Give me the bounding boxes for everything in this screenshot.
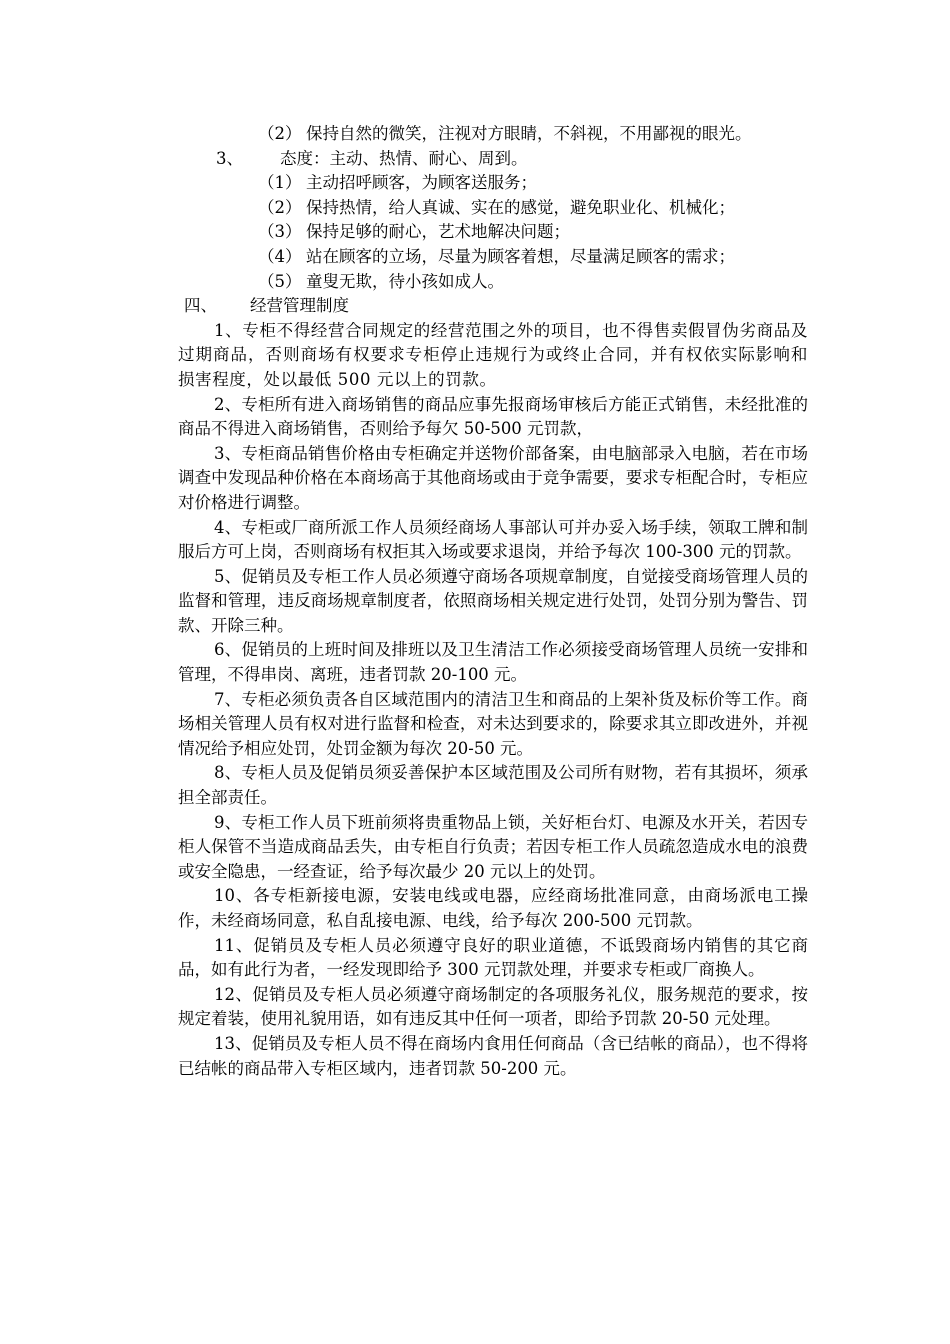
rule-paragraph: 7、专柜必须负责各自区域范围内的清洁卫生和商品的上架补货及标价等工作。商场相关管理人员有权对进行监督和检查，对未达到要求的，除要求其立即改进外，并视情况给予相应处罚，处罚金额为每次 20-50 元。 bbox=[178, 689, 808, 758]
sub-item bbox=[178, 270, 808, 295]
sub-item-number: （4） bbox=[258, 246, 302, 266]
section-number: 四、 bbox=[184, 296, 217, 316]
sub-item bbox=[178, 220, 808, 245]
rule-paragraph: 5、促销员及专柜工作人员必须遵守商场各项规章制度，自觉接受商场管理人员的监督和管理，违反商场规章制度者，依照商场相关规定进行处罚，处罚分别为警告、罚款、开除三种。 bbox=[178, 566, 808, 635]
sub-item-text: 保持自然的微笑，注视对方眼睛，不斜视，不用鄙视的眼光。 bbox=[306, 124, 752, 143]
sub-item bbox=[178, 196, 808, 221]
item-number: 3、 bbox=[216, 148, 243, 168]
rule-paragraph: 11、促销员及专柜人员必须遵守良好的职业道德，不诋毁商场内销售的其它商品，如有此行为者，一经发现即给予 300 元罚款处理，并要求专柜或厂商换人。 bbox=[178, 935, 808, 980]
rule-paragraph: 12、促销员及专柜人员必须遵守商场制定的各项服务礼仪，服务规范的要求，按规定着装，使用礼貌用语，如有违反其中任何一项者，即给予罚款 20-50 元处理。 bbox=[178, 984, 808, 1029]
rule-paragraph: 8、专柜人员及促销员须妥善保护本区域范围及公司所有财物，若有其损坏，须承担全部责任。 bbox=[178, 763, 808, 808]
sub-item-number: （5） bbox=[258, 271, 302, 291]
sub-item-text: 保持足够的耐心，艺术地解决问题； bbox=[306, 222, 570, 242]
section-title: 经营管理制度 bbox=[250, 296, 349, 316]
rule-paragraph: 13、促销员及专柜人员不得在商场内食用任何商品（含已结帐的商品），也不得将已结帐的商品带入专柜区域内，违者罚款 50-200 元。 bbox=[178, 1033, 808, 1078]
sub-item-text: 站在顾客的立场，尽量为顾客着想，尽量满足顾客的需求； bbox=[306, 246, 735, 266]
rule-paragraph: 4、专柜或厂商所派工作人员须经商场人事部认可并办妥入场手续，领取工牌和制服后方可上岗，否则商场有权拒其入场或要求退岗，并给予每次 100-300 元的罚款。 bbox=[178, 517, 808, 562]
rule-paragraph: 10、各专柜新接电源，安装电线或电器，应经商场批准同意，由商场派电工操作，未经商场同意，私自乱接电源、电线，给予每次 200-500 元罚款。 bbox=[178, 886, 808, 930]
rule-paragraph: 1、专柜不得经营合同规定的经营范围之外的项目，也不得售卖假冒伪劣商品及过期商品，否则商场有权要求专柜停止违规行为或终止合同，并有权依实际影响和损害程度，处以最低 500 元以上的罚款。 bbox=[178, 320, 808, 389]
sub-item-number: （2） bbox=[258, 124, 302, 143]
rule-paragraph: 6、促销员的上班时间及排班以及卫生清洁工作必须接受商场管理人员统一安排和管理，不得串岗、离班，违者罚款 20-100 元。 bbox=[178, 640, 808, 685]
sub-item-text: 童叟无欺，待小孩如成人。 bbox=[306, 271, 504, 291]
rule-paragraph: 9、专柜工作人员下班前须将贵重物品上锁，关好柜台灯、电源及水开关，若因专柜人保管不当造成商品丢失，由专柜自行负责；若因专柜工作人员疏忽造成水电的浪费或安全隐患，一经查证，给予每次最少 20 元以上的处罚。 bbox=[178, 812, 808, 881]
rule-paragraph: 3、专柜商品销售价格由专柜确定并送物价部备案，由电脑部录入电脑，若在市场调查中发现品种价格在本商场高于其他商场或由于竞争需要，要求专柜配合时，专柜应对价格进行调整。 bbox=[178, 443, 808, 512]
item-heading bbox=[178, 147, 808, 172]
sub-item-number: （1） bbox=[258, 173, 302, 193]
sub-item-number: （2） bbox=[258, 197, 302, 217]
sub-item-text: 保持热情，给人真诚、实在的感觉，避免职业化、机械化； bbox=[306, 197, 735, 217]
document-body bbox=[178, 122, 808, 1081]
sub-item bbox=[178, 122, 808, 147]
sub-item-text: 主动招呼顾客，为顾客送服务； bbox=[306, 173, 537, 193]
section-heading bbox=[178, 294, 808, 319]
item-text: 态度：主动、热情、耐心、周到。 bbox=[280, 148, 528, 168]
sub-item bbox=[178, 171, 808, 196]
sub-item-number: （3） bbox=[258, 222, 302, 242]
rule-paragraph: 2、专柜所有进入商场销售的商品应事先报商场审核后方能正式销售，未经批准的商品不得进入商场销售，否则给予每欠 50-500 元罚款， bbox=[178, 394, 808, 439]
sub-item bbox=[178, 245, 808, 270]
